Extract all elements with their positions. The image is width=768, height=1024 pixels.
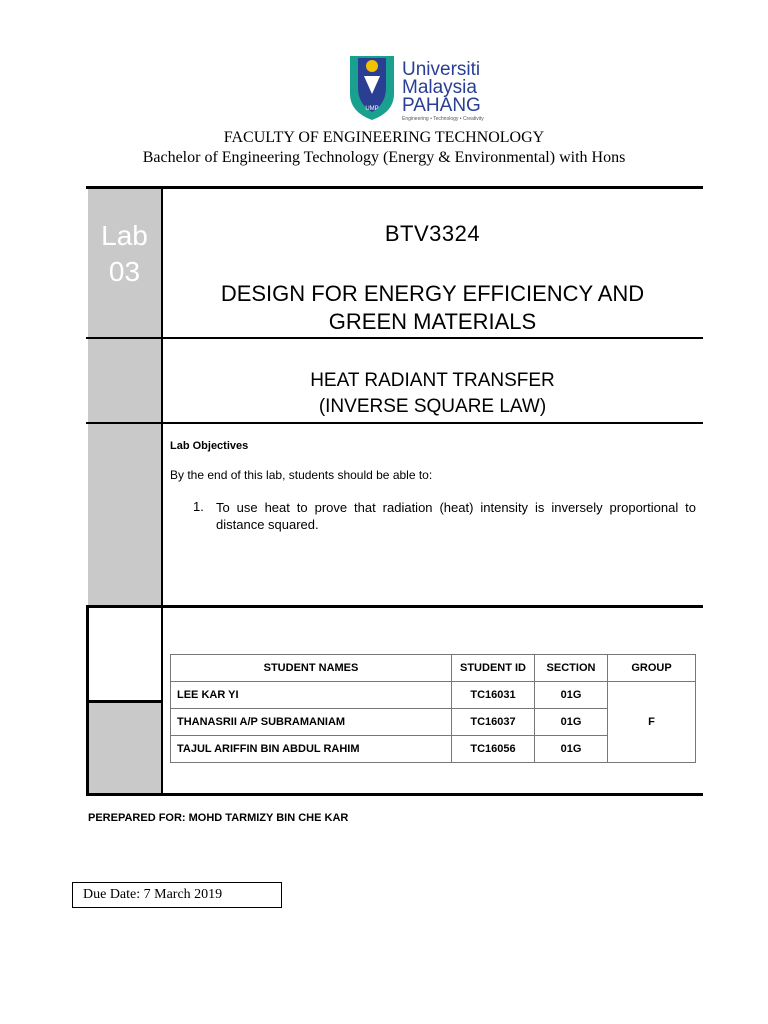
university-logo [348,54,498,124]
logo-line-1: Universiti [402,59,481,80]
header-section: SECTION [535,655,608,682]
course-title-line-2: GREEN MATERIALS [328,309,537,334]
objective-text: To use heat to prove that radiation (heat) intensity is inversely proportional to distance squared. [216,500,696,532]
lab-label [88,218,161,290]
side-box-left-border [86,605,89,796]
course-title-line-1: DESIGN FOR ENERGY EFFICIENCY AND [220,281,645,306]
student-section: 01G [535,736,608,763]
experiment-title [162,368,703,420]
student-table [170,654,696,763]
logo-line-3: PAHANG [402,95,481,116]
objective-number: 1. [193,499,204,514]
due-date-box: Due Date: 7 March 2019 [72,882,282,908]
prepared-for: PEREPARED FOR: MOHD TARMIZY BIN CHE KAR [88,812,349,824]
divider-course [86,337,703,339]
experiment-title-line-2: (INVERSE SQUARE LAW) [318,396,547,417]
table-header-row [171,655,696,682]
logo-badge: UMP [365,106,379,112]
student-section: 01G [535,682,608,709]
course-title [162,280,703,336]
student-section: 01G [535,709,608,736]
lower-side-panel [88,702,161,794]
header-student-names: STUDENT NAMES [171,655,452,682]
divider-experiment [86,422,703,424]
student-id: TC16031 [452,682,535,709]
objectives-heading: Lab Objectives [170,440,249,452]
shield-icon [348,54,396,122]
logo-tagline: Engineering • Technology • Creativity [402,116,484,122]
student-name: LEE KAR YI [171,682,452,709]
student-name: THANASRII A/P SUBRAMANIAM [171,709,452,736]
lab-number: 03 [108,256,141,287]
divider-side-box [86,700,162,703]
header-group: GROUP [608,655,696,682]
divider-top [86,186,703,189]
student-name: TAJUL ARIFFIN BIN ABDUL RAHIM [171,736,452,763]
lab-word: Lab [101,220,148,251]
course-code: BTV3324 [384,221,481,246]
objectives-intro: By the end of this lab, students should be able to: [170,468,433,482]
divider-students-bottom [86,793,703,796]
table-row [171,682,696,709]
student-id: TC16037 [452,709,535,736]
student-id: TC16056 [452,736,535,763]
faculty-name: FACULTY OF ENGINEERING TECHNOLOGY [223,129,545,146]
logo-line-2: Malaysia [402,77,477,98]
experiment-title-line-1: HEAT RADIANT TRANSFER [310,370,555,391]
header-student-id: STUDENT ID [452,655,535,682]
program-name: Bachelor of Engineering Technology (Energy & Environmental) with Hons [142,149,626,166]
divider-students-top [86,605,703,608]
student-group: F [608,682,696,763]
